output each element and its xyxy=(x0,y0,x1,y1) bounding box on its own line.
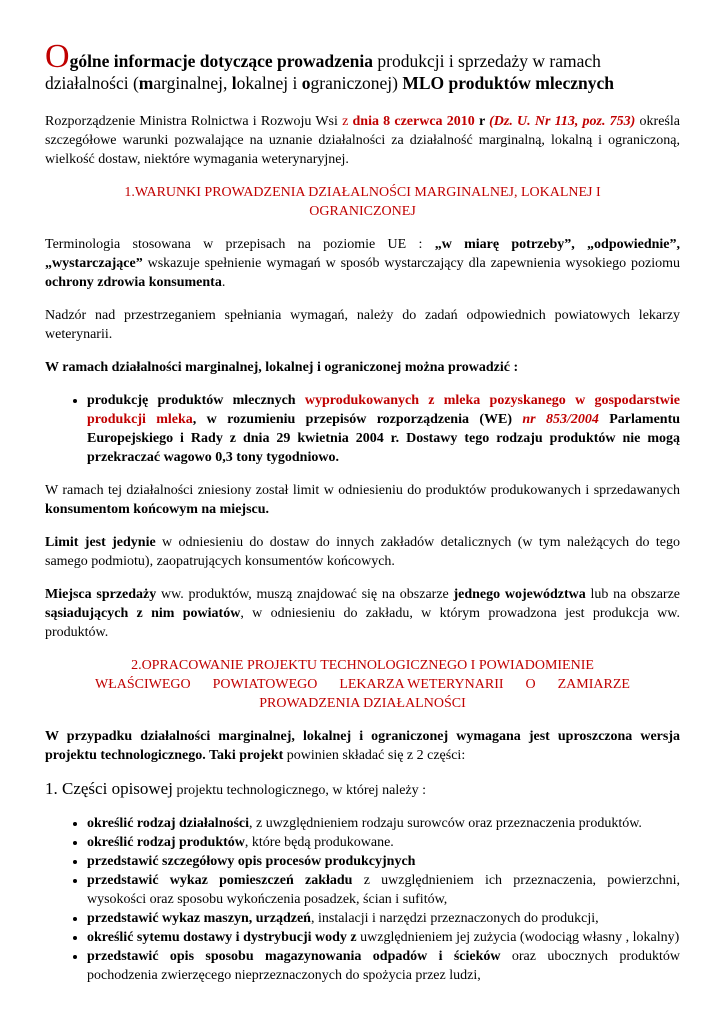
list-item: • określić rodzaj produktów, które będą produkowane. xyxy=(87,833,680,852)
can-do-heading: W ramach działalności marginalnej, lokalnej i ograniczonej można prowadzić : xyxy=(45,360,519,375)
list-item: • określić sytemu dostawy i dystrybucji wody z uwzględnieniem jej zużycia (wodociąg własny , lokalny) xyxy=(87,928,680,947)
title-initial: O xyxy=(45,38,70,75)
limit-removed-paragraph: W ramach tej działalności zniesiony został limit w odniesieniu do produktów produkowanych i sprzedawanych konsumentom końcowym na miejscu. xyxy=(45,483,680,517)
document-title: Ogólne informacje dotyczące prowadzenia produkcji i sprzedaży w ramach działalności (marginalnej, lokalnej i ograniczonej) MLO produktów mlecznych xyxy=(45,38,614,93)
list-item: • określić rodzaj działalności, z uwzględnieniem rodzaju surowców oraz przeznaczenia produktów. xyxy=(87,814,680,833)
part-1-heading: 1. Części opisowej projektu technologicznego, w której należy : xyxy=(45,779,427,798)
section-1-heading: 1.WARUNKI PROWADZENIA DZIAŁALNOŚCI MARGINALNEJ, LOKALNEJ I OGRANICZONEJ xyxy=(124,185,601,219)
intro-paragraph: Rozporządzenie Ministra Rolnictwa i Rozwoju Wsi z dnia 8 czerwca 2010 r (Dz. U. Nr 113, poz. 753) określa szczegółowe warunki pozwalające na uznanie działalności za działalność marginalną, lokalną i ograniczoną, wielkość dostaw, niektóre wymagania weterynaryjnej. xyxy=(45,114,680,167)
section-2-heading: 2.OPRACOWANIE PROJEKTU TECHNOLOGICZNEGO I POWIADOMIENIE WŁAŚCIWEGO POWIATOWEGO LEKARZA WETERYNARII O ZAMIARZE PROWADZENIA DZIAŁALNOŚCI xyxy=(95,658,630,711)
list-item: • przedstawić szczegółowy opis procesów produkcyjnych xyxy=(87,852,680,871)
supervision-paragraph: Nadzór nad przestrzeganiem spełniania wymagań, należy do zadań odpowiednich powiatowych lekarzy weterynarii. xyxy=(45,308,680,342)
list-item: • przedstawić wykaz maszyn, urządzeń, instalacji i narzędzi przeznaczonych do produkcji, xyxy=(87,909,680,928)
limit-only-paragraph: Limit jest jedynie w odniesieniu do dostaw do innych zakładów detalicznych (w tym należących do tego samego podmiotu), zaopatrujących konsumentów końcowych. xyxy=(45,535,680,569)
simplified-project-paragraph: W przypadku działalności marginalnej, lokalnej i ograniczonej wymagana jest uproszczona wersja projektu technologicznego. Taki projekt powinien składać się z 2 części: xyxy=(45,729,680,763)
list-item: • przedstawić opis sposobu magazynowania odpadów i ścieków oraz ubocznych produktów pochodzenia zwierzęcego nieprzeznaczonych do spożycia przez ludzi, xyxy=(87,947,680,985)
requirements-list xyxy=(45,814,680,985)
document-page xyxy=(45,38,681,999)
dairy-production-list xyxy=(45,391,680,467)
terminology-paragraph: Terminologia stosowana w przepisach na poziomie UE : „w miarę potrzeby”, „odpowiednie”, „wystarczające” wskazuje spełnienie wymagań w sposób wystarczający dla zapewnienia wysokiego poziomu ochrony zdrowia konsumenta. xyxy=(45,237,681,290)
list-item: • przedstawić wykaz pomieszczeń zakładu z uwzględnieniem ich przeznaczenia, powierzchni, wysokości oraz sposobu wykończenia posadzek, ścian i sufitów, xyxy=(87,871,680,909)
places-paragraph: Miejsca sprzedaży ww. produktów, muszą znajdować się na obszarze jednego województwa lub na obszarze sąsiadujących z nim powiatów, w odniesieniu do zakładu, w którym prowadzona jest produkcja ww. produktów. xyxy=(45,587,680,640)
list-item: • produkcję produktów mlecznych wyprodukowanych z mleka pozyskanego w gospodarstwie produkcji mleka, w rozumieniu przepisów rozporządzenia (WE) nr 853/2004 Parlamentu Europejskiego i Rady z dnia 29 kwietnia 2004 r. Dostawy tego rodzaju produktów nie mogą przekraczać wagowo 0,3 tony tygodniowo. xyxy=(87,391,680,467)
